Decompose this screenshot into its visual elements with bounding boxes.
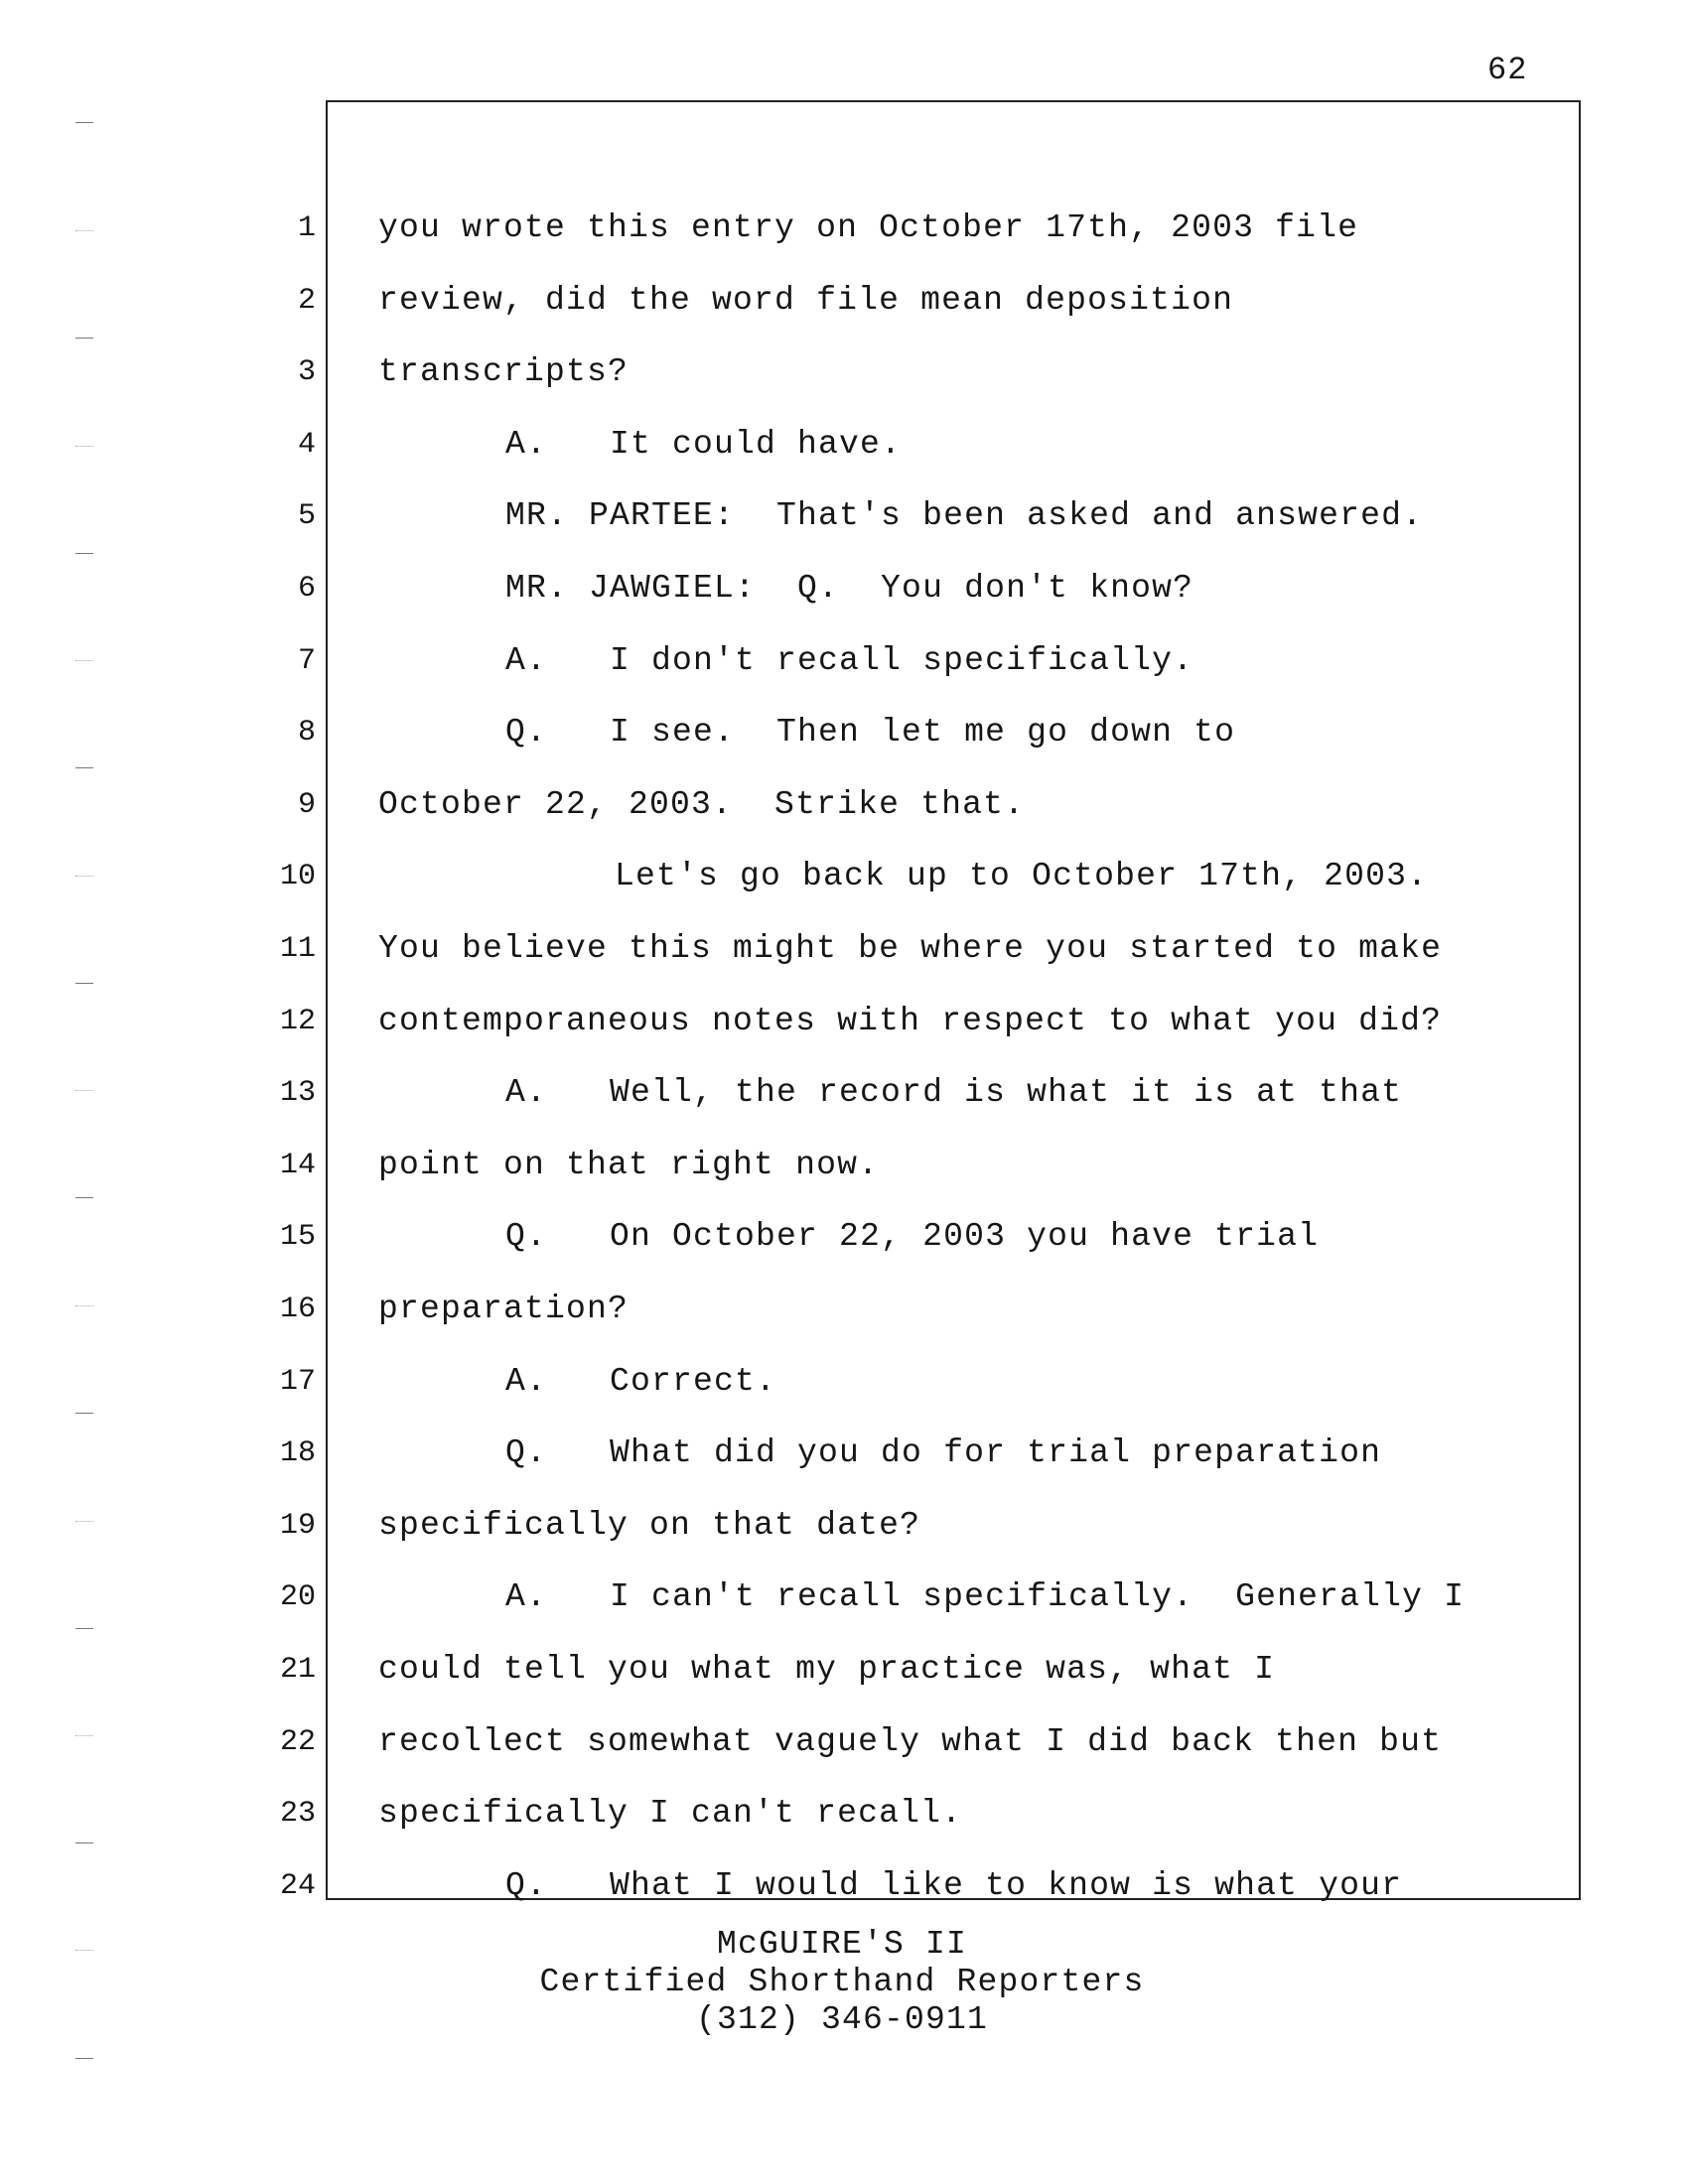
line-number: 9: [297, 787, 316, 822]
line-number: 22: [279, 1724, 316, 1759]
line-number: 13: [279, 1076, 316, 1111]
margin-tick: [75, 983, 93, 984]
reporter-phone: (312) 346-0911: [695, 2001, 989, 2038]
line-number: 7: [297, 643, 316, 678]
transcript-line: Q. What did you do for trial preparation: [505, 1434, 1382, 1472]
line-number: 8: [297, 716, 316, 751]
transcript-line: specifically on that date?: [378, 1506, 921, 1544]
line-number: 1: [297, 211, 316, 245]
line-number: 24: [279, 1868, 316, 1903]
transcript-line: review, did the word file mean deposition: [378, 281, 1234, 319]
transcript-line: A. I can't recall specifically. Generally I: [505, 1578, 1466, 1616]
margin-tick: [75, 1305, 93, 1306]
line-number: 15: [279, 1220, 316, 1255]
transcript-line: October 22, 2003. Strike that.: [378, 785, 1026, 823]
margin-tick: [75, 1521, 93, 1522]
transcript-line: Q. On October 22, 2003 you have trial: [505, 1218, 1320, 1256]
transcript-line: preparation?: [378, 1291, 630, 1327]
line-number: 5: [297, 499, 316, 534]
line-number: 21: [279, 1653, 316, 1687]
line-number: 20: [279, 1580, 316, 1615]
line-number: 11: [279, 932, 316, 966]
transcript-line: contemporaneous notes with respect to what you did?: [378, 1002, 1443, 1039]
margin-tick: [75, 122, 93, 123]
margin-tick: [75, 1735, 93, 1736]
margin-tick: [75, 338, 93, 339]
transcript-line: A. I don't recall specifically.: [505, 641, 1194, 679]
transcript-line: A. It could have.: [505, 425, 903, 463]
margin-tick: [75, 446, 93, 447]
transcript-line: A. Correct.: [505, 1362, 777, 1400]
line-number: 16: [279, 1293, 316, 1326]
margin-tick: [75, 1628, 93, 1629]
line-number: 18: [279, 1436, 316, 1471]
transcript-line: MR. JAWGIEL: Q. You don't know?: [505, 570, 1194, 607]
margin-tick: [75, 660, 93, 661]
line-number: 17: [279, 1364, 316, 1399]
line-number: 2: [297, 283, 316, 318]
line-number: 10: [279, 860, 316, 894]
transcript-line: could tell you what my practice was, what I: [378, 1651, 1276, 1688]
margin-tick: [75, 230, 93, 231]
transcript-line: point on that right now.: [378, 1146, 880, 1183]
margin-tick: [75, 1090, 93, 1091]
line-number: 6: [297, 572, 316, 606]
margin-tick: [75, 1413, 93, 1414]
reporter-footer: [0, 1926, 1684, 2039]
line-number: 12: [279, 1004, 316, 1038]
page-number: 62: [1487, 52, 1528, 88]
line-number: 3: [297, 355, 316, 390]
transcript-line: A. Well, the record is what it is at that: [505, 1074, 1403, 1112]
line-number: 19: [279, 1508, 316, 1543]
line-number: 4: [297, 427, 316, 462]
margin-tick: [75, 876, 93, 877]
margin-tick: [75, 767, 93, 768]
transcript-line: specifically I can't recall.: [378, 1795, 963, 1833]
transcript-line: recollect somewhat vaguely what I did back then but: [378, 1722, 1443, 1760]
transcript-line: Q. I see. Then let me go down to: [505, 714, 1236, 751]
transcript-line: you wrote this entry on October 17th, 2003 file: [378, 209, 1359, 246]
transcript-line: MR. PARTEE: That's been asked and answered.: [505, 497, 1424, 535]
line-number: 14: [279, 1148, 316, 1182]
reporter-title: Certified Shorthand Reporters: [539, 1964, 1145, 2000]
transcript-line: Q. What I would like to know is what your: [505, 1866, 1403, 1904]
reporter-name: McGUIRE'S II: [716, 1926, 968, 1963]
transcript-line: You believe this might be where you started to make: [378, 930, 1443, 967]
margin-tick: [75, 2058, 93, 2059]
transcript-line: Let's go back up to October 17th, 2003.: [615, 858, 1429, 895]
transcript-line: transcripts?: [378, 353, 630, 391]
line-number: 23: [279, 1797, 316, 1832]
margin-tick: [75, 553, 93, 554]
margin-tick: [75, 1197, 93, 1198]
